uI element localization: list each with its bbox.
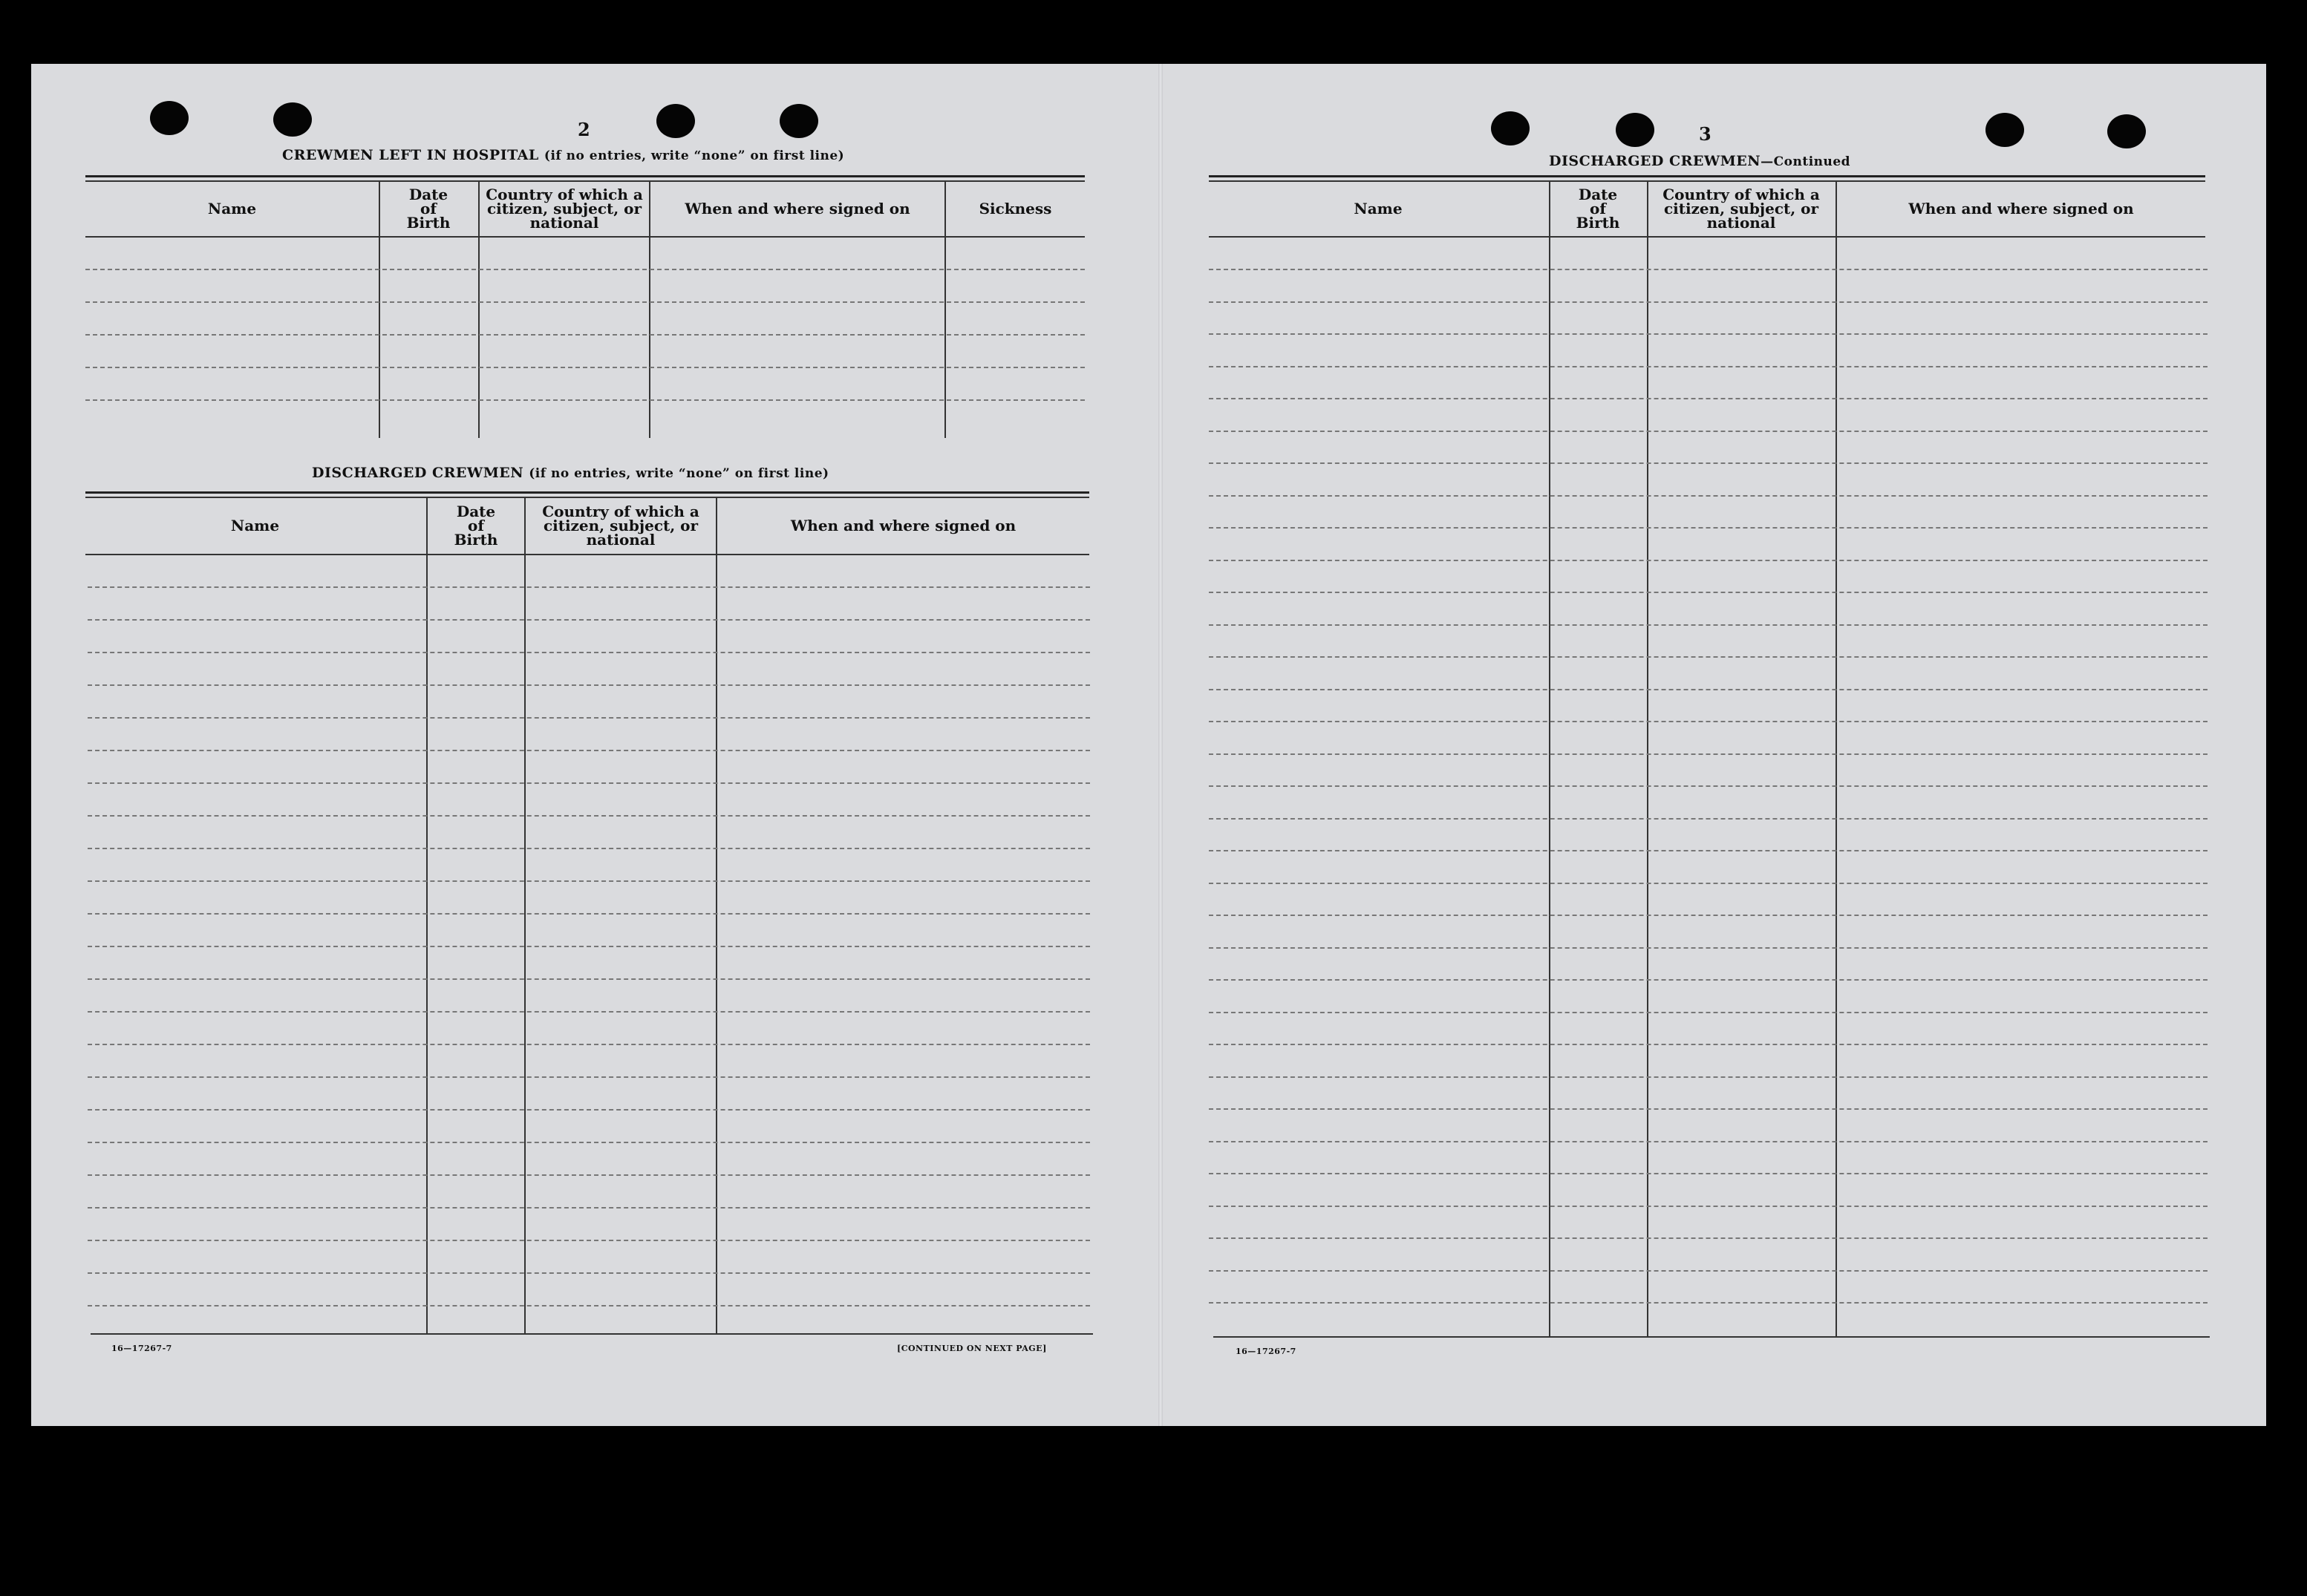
discharged-col-dob: Date of Birth <box>454 502 498 549</box>
punch-hole <box>2107 114 2146 148</box>
entry-line <box>1209 592 2208 593</box>
entry-line <box>1209 721 2208 722</box>
entry-line <box>1209 883 2208 884</box>
hospital-col-signed: When and where signed on <box>685 199 910 218</box>
entry-line <box>88 1305 1090 1306</box>
continued-col-country: Country of which a citizen, subject, or national <box>1662 185 1820 232</box>
entry-line <box>1209 560 2208 561</box>
entry-line <box>85 367 1085 368</box>
discharged-title-text: DISCHARGED CREWMEN <box>312 465 524 481</box>
hospital-col-country: Country of which a citizen, subject, or national <box>486 185 643 232</box>
continued-top-rule <box>1209 175 2205 177</box>
entry-line <box>88 848 1090 849</box>
discharged-col-country: Country of which a citizen, subject, or national <box>542 502 699 549</box>
punch-hole <box>780 104 818 138</box>
entry-line <box>88 1272 1090 1274</box>
hospital-top-rule <box>85 175 1085 177</box>
punch-hole <box>150 101 189 135</box>
entry-line <box>88 782 1090 784</box>
entry-line <box>1209 689 2208 690</box>
continued-col-signed: When and where signed on <box>1908 199 2134 218</box>
entry-line <box>88 1076 1090 1078</box>
entry-line <box>1209 1108 2208 1110</box>
entry-line <box>1209 1044 2208 1045</box>
entry-line <box>1209 1141 2208 1142</box>
hospital-title-text: CREWMEN LEFT IN HOSPITAL <box>282 147 539 163</box>
entry-line <box>1209 850 2208 851</box>
entry-line <box>88 913 1090 915</box>
entry-line <box>1209 366 2208 367</box>
hospital-section-title <box>282 147 844 163</box>
entry-line <box>88 1174 1090 1176</box>
page-number: 2 <box>578 119 590 140</box>
discharged-title-note: (if no entries, write “none” on first line) <box>529 466 829 481</box>
column-divider <box>1647 181 1648 1336</box>
column-divider <box>1836 181 1837 1336</box>
continued-bottom-rule <box>1213 1336 2210 1338</box>
entry-line <box>1209 462 2208 464</box>
continued-title-text: DISCHARGED CREWMEN <box>1549 153 1761 169</box>
entry-line <box>88 1142 1090 1143</box>
hospital-title-note: (if no entries, write “none” on first line) <box>544 148 845 163</box>
form-number: 16—17267-7 <box>1236 1347 1296 1356</box>
punch-hole <box>273 102 312 137</box>
punch-hole <box>656 104 695 138</box>
punch-hole <box>1491 111 1530 145</box>
entry-line <box>88 880 1090 882</box>
entry-line <box>1209 915 2208 916</box>
entry-line <box>1209 979 2208 981</box>
continued-section-title <box>1549 153 1850 169</box>
discharged-header-rule <box>85 554 1089 555</box>
entry-line <box>1209 527 2208 529</box>
entry-line <box>88 717 1090 719</box>
entry-line <box>85 269 1085 270</box>
entry-line <box>88 750 1090 751</box>
hospital-header-rule <box>85 236 1085 238</box>
discharged-col-name: Name <box>230 516 280 534</box>
entry-line <box>88 815 1090 817</box>
entry-line <box>1209 1302 2208 1304</box>
entry-line <box>88 652 1090 653</box>
continued-col-name: Name <box>1354 199 1403 218</box>
entry-line <box>88 619 1090 621</box>
punch-hole <box>1985 113 2024 147</box>
entry-line <box>88 1011 1090 1013</box>
entry-line <box>1209 1270 2208 1272</box>
entry-line <box>1209 1076 2208 1078</box>
punch-hole <box>1616 113 1654 147</box>
entry-line <box>1209 1237 2208 1239</box>
continued-header-rule <box>1209 236 2205 238</box>
discharged-bottom-rule <box>91 1333 1093 1335</box>
continued-note: [CONTINUED ON NEXT PAGE] <box>897 1344 1047 1353</box>
entry-line <box>85 301 1085 303</box>
hospital-col-sickness: Sickness <box>979 199 1052 218</box>
page-number: 3 <box>1699 123 1712 145</box>
entry-line <box>88 586 1090 588</box>
entry-line <box>1209 818 2208 820</box>
entry-line <box>1209 753 2208 755</box>
entry-line <box>1209 1012 2208 1013</box>
discharged-top-rule <box>85 491 1089 494</box>
entry-line <box>85 334 1085 336</box>
entry-line <box>1209 656 2208 658</box>
form-number: 16—17267-7 <box>111 1344 172 1353</box>
entry-line <box>88 1207 1090 1209</box>
entry-line <box>88 1109 1090 1111</box>
discharged-section-title <box>312 465 829 481</box>
continued-col-dob: Date of Birth <box>1576 185 1620 232</box>
entry-line <box>1209 495 2208 497</box>
hospital-col-name: Name <box>207 199 257 218</box>
entry-line <box>1209 785 2208 787</box>
discharged-col-signed: When and where signed on <box>790 516 1017 534</box>
continued-title-suffix: —Continued <box>1761 154 1851 169</box>
entry-line <box>1209 333 2208 335</box>
entry-line <box>1209 301 2208 303</box>
entry-line <box>1209 1173 2208 1174</box>
entry-line <box>1209 431 2208 432</box>
entry-line <box>1209 269 2208 270</box>
entry-line <box>88 1240 1090 1241</box>
hospital-col-dob: Date of Birth <box>406 185 451 232</box>
entry-line <box>1209 398 2208 399</box>
entry-line <box>88 946 1090 947</box>
entry-line <box>1209 1206 2208 1207</box>
entry-line <box>88 978 1090 980</box>
entry-line <box>85 399 1085 401</box>
entry-line <box>88 1044 1090 1045</box>
page-fold <box>1158 64 1163 1426</box>
column-divider <box>1549 181 1550 1336</box>
entry-line <box>88 684 1090 686</box>
entry-line <box>1209 947 2208 949</box>
entry-line <box>1209 624 2208 626</box>
